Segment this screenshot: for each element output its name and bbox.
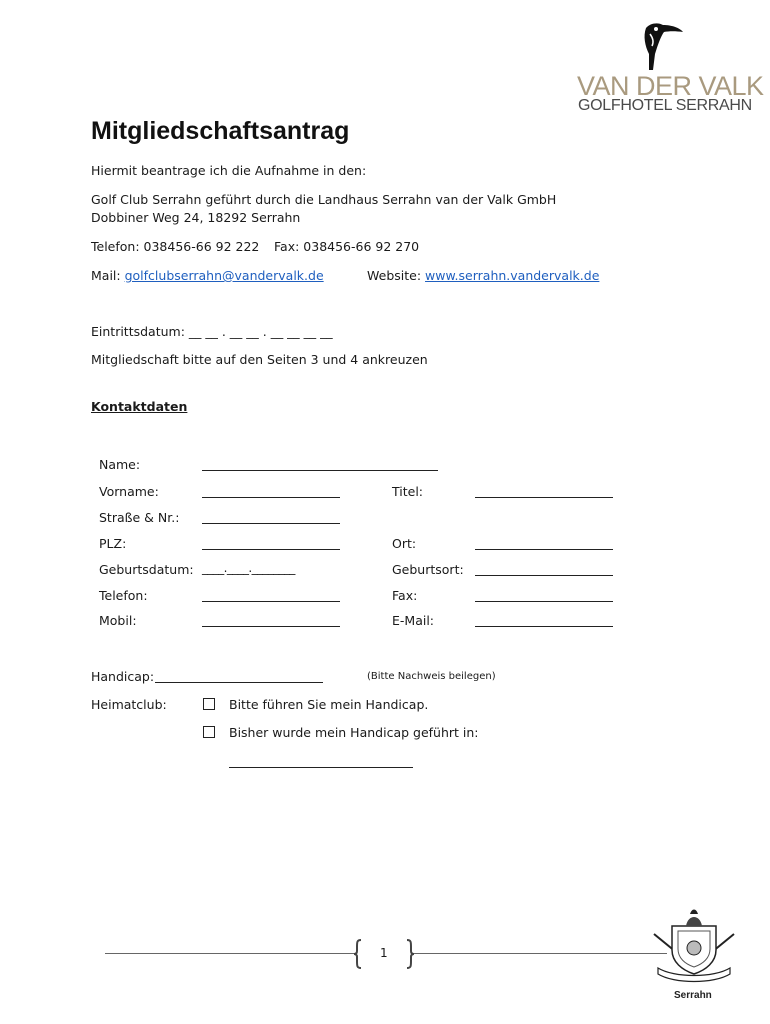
brand-line-1: VAN DER VALK [577, 71, 764, 101]
club-name: Golf Club Serrahn geführt durch die Landhaus Serrahn van der Valk GmbH [91, 192, 557, 207]
previous-club-field[interactable] [229, 767, 413, 768]
page-title: Mitgliedschaftsantrag [91, 117, 350, 145]
plz-field[interactable] [202, 549, 340, 550]
checkbox-keep-handicap[interactable] [203, 698, 215, 710]
heimatclub-label: Heimatclub: [91, 697, 167, 712]
titel-label: Titel: [392, 484, 423, 499]
titel-field[interactable] [475, 497, 613, 498]
website-link[interactable]: www.serrahn.vandervalk.de [425, 268, 600, 283]
handicap-note: (Bitte Nachweis beilegen) [367, 671, 496, 682]
club-address: Dobbiner Weg 24, 18292 Serrahn [91, 210, 301, 225]
checkbox-previous-club[interactable] [203, 726, 215, 738]
ort-field[interactable] [475, 549, 613, 550]
footer-rule-left [105, 953, 355, 954]
seal-label: Serrahn [674, 990, 712, 1001]
handicap-label: Handicap: [91, 669, 155, 684]
mail-label: Mail: [91, 268, 121, 283]
mail-row [91, 268, 324, 283]
page-number: 1 [380, 946, 388, 960]
membership-note: Mitgliedschaft bitte auf den Seiten 3 und 4 ankreuzen [91, 352, 428, 367]
mobil-field[interactable] [202, 626, 340, 627]
plz-label: PLZ: [99, 536, 127, 551]
vorname-label: Vorname: [99, 484, 159, 499]
option-keep-handicap-label: Bitte führen Sie mein Handicap. [229, 697, 429, 712]
telefon-field[interactable] [202, 601, 340, 602]
website-row [367, 268, 599, 283]
handicap-field[interactable] [155, 682, 323, 683]
footer-rule-right [412, 953, 667, 954]
intro-text: Hiermit beantrage ich die Aufnahme in den: [91, 163, 367, 178]
contact-heading: Kontaktdaten [91, 399, 188, 414]
email-field[interactable] [475, 626, 613, 627]
geburtsort-field[interactable] [475, 575, 613, 576]
club-phone: Telefon: 038456-66 92 222 [91, 239, 260, 254]
fax-field[interactable] [475, 601, 613, 602]
ort-label: Ort: [392, 536, 417, 551]
brand-line-2: GOLFHOTEL SERRAHN [578, 97, 752, 114]
name-field[interactable] [202, 470, 438, 471]
option-previous-club-label: Bisher wurde mein Handicap geführt in: [229, 725, 479, 740]
strasse-field[interactable] [202, 523, 340, 524]
mail-link[interactable]: golfclubserrahn@vandervalk.de [124, 268, 324, 283]
email-label: E-Mail: [392, 613, 435, 628]
strasse-label: Straße & Nr.: [99, 510, 180, 525]
toucan-icon [636, 20, 686, 72]
mobil-label: Mobil: [99, 613, 137, 628]
name-label: Name: [99, 457, 141, 472]
telefon-label: Telefon: [99, 588, 148, 603]
geburtsort-label: Geburtsort: [392, 562, 464, 577]
geburtsdatum-field[interactable]: ____.____.________ [202, 561, 295, 575]
vorname-field[interactable] [202, 497, 340, 498]
entry-date-field[interactable]: Eintrittsdatum: __ __ . __ __ . __ __ __ __ [91, 324, 333, 339]
golf-club-crest-icon [650, 904, 738, 986]
fax-label: Fax: [392, 588, 418, 603]
geburtsdatum-label: Geburtsdatum: [99, 562, 194, 577]
club-fax: Fax: 038456-66 92 270 [274, 239, 420, 254]
website-label: Website: [367, 268, 422, 283]
